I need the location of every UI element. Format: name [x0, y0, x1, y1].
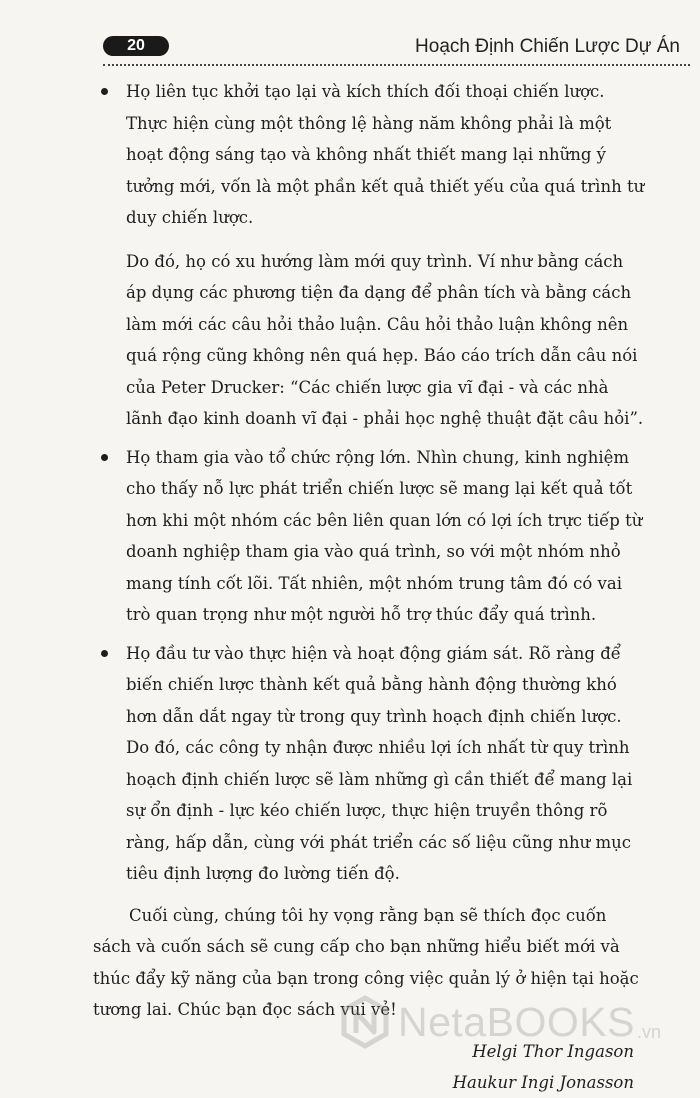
bullet-dot-icon — [101, 650, 108, 657]
author-signature: Helgi Thor Ingason — [472, 1041, 634, 1061]
bullet-followup-paragraph: Do đó, họ có xu hướng làm mới quy trình. Ví như bằng cách áp dụng các phương tiện đa dạng để phân tích và bằng cách làm mới các câu hỏi thảo luận. Câu hỏi thảo luận không nên quá rộng cũng không nên quá hẹp. Báo cáo trích dẫn câu nói của Peter Drucker: “Các chiến lược gia vĩ đại - và các nhà lãnh đạo kinh doanh vĩ đại - phải học nghệ thuật đặt câu hỏi”. — [126, 251, 644, 428]
running-title: Hoạch Định Chiến Lược Dự Án — [415, 36, 680, 57]
bullet-text: Họ tham gia vào tổ chức rộng lớn. Nhìn chung, kinh nghiệm cho thấy nỗ lực phát triển chiến lược sẽ mang lại kết quả tốt hơn khi một nhóm các bên liên quan lớn có lợi ích trực tiếp từ doanh nghiệp tham gia vào quá trình, so với một nhóm nhỏ mang tính cốt lõi. Tất nhiên, một nhóm trung tâm đó có vai trò quan trọng như một người hỗ trợ thúc đẩy quá trình. — [126, 447, 643, 624]
bullet-item — [93, 442, 646, 631]
header-rule — [103, 64, 690, 66]
bullet-item — [93, 76, 646, 435]
bullet-text: Họ liên tục khởi tạo lại và kích thích đối thoại chiến lược. Thực hiện cùng một thông lệ hàng năm không phải là một hoạt động sáng tạo và không nhất thiết mang lại những ý tưởng mới, vốn là một phần kết quả thiết yếu của quá trình tư duy chiến lược. — [126, 82, 645, 227]
bullet-item — [93, 638, 646, 890]
bullet-dot-icon — [101, 88, 108, 95]
netabooks-logo-icon — [338, 995, 392, 1049]
page-number-tab: 20 — [103, 36, 169, 56]
bullet-text: Họ đầu tư vào thực hiện và hoạt động giám sát. Rõ ràng để biến chiến lược thành kết quả bằng hành động thường khó hơn dẫn dắt ngay từ trong quy trình hoạch định chiến lược. Do đó, các công ty nhận được nhiều lợi ích nhất từ quy trình hoạch định chiến lược sẽ làm những gì cần thiết để mang lại sự ổn định - lực kéo chiến lược, thực hiện truyền thông rõ ràng, hấp dẫn, cùng với phát triển các số liệu cũng như mục tiêu định lượng đo lường tiến độ. — [126, 643, 633, 883]
body-text — [93, 76, 646, 1098]
watermark — [338, 995, 661, 1049]
watermark-brand: NetaBOOKS — [398, 999, 635, 1045]
watermark-suffix: .vn — [636, 1022, 661, 1042]
closing-paragraph: Cuối cùng, chúng tôi hy vọng rằng bạn sẽ thích đọc cuốn sách và cuốn sách sẽ cung cấp cho bạn những hiểu biết mới và thúc đẩy kỹ năng của bạn trong công việc quản lý ở hiện tại hoặc tương lai. Chúc bạn đọc sách vui vẻ! — [93, 905, 639, 1019]
author-signature: Haukur Ingi Jonasson — [452, 1072, 634, 1092]
bullet-dot-icon — [101, 454, 108, 461]
